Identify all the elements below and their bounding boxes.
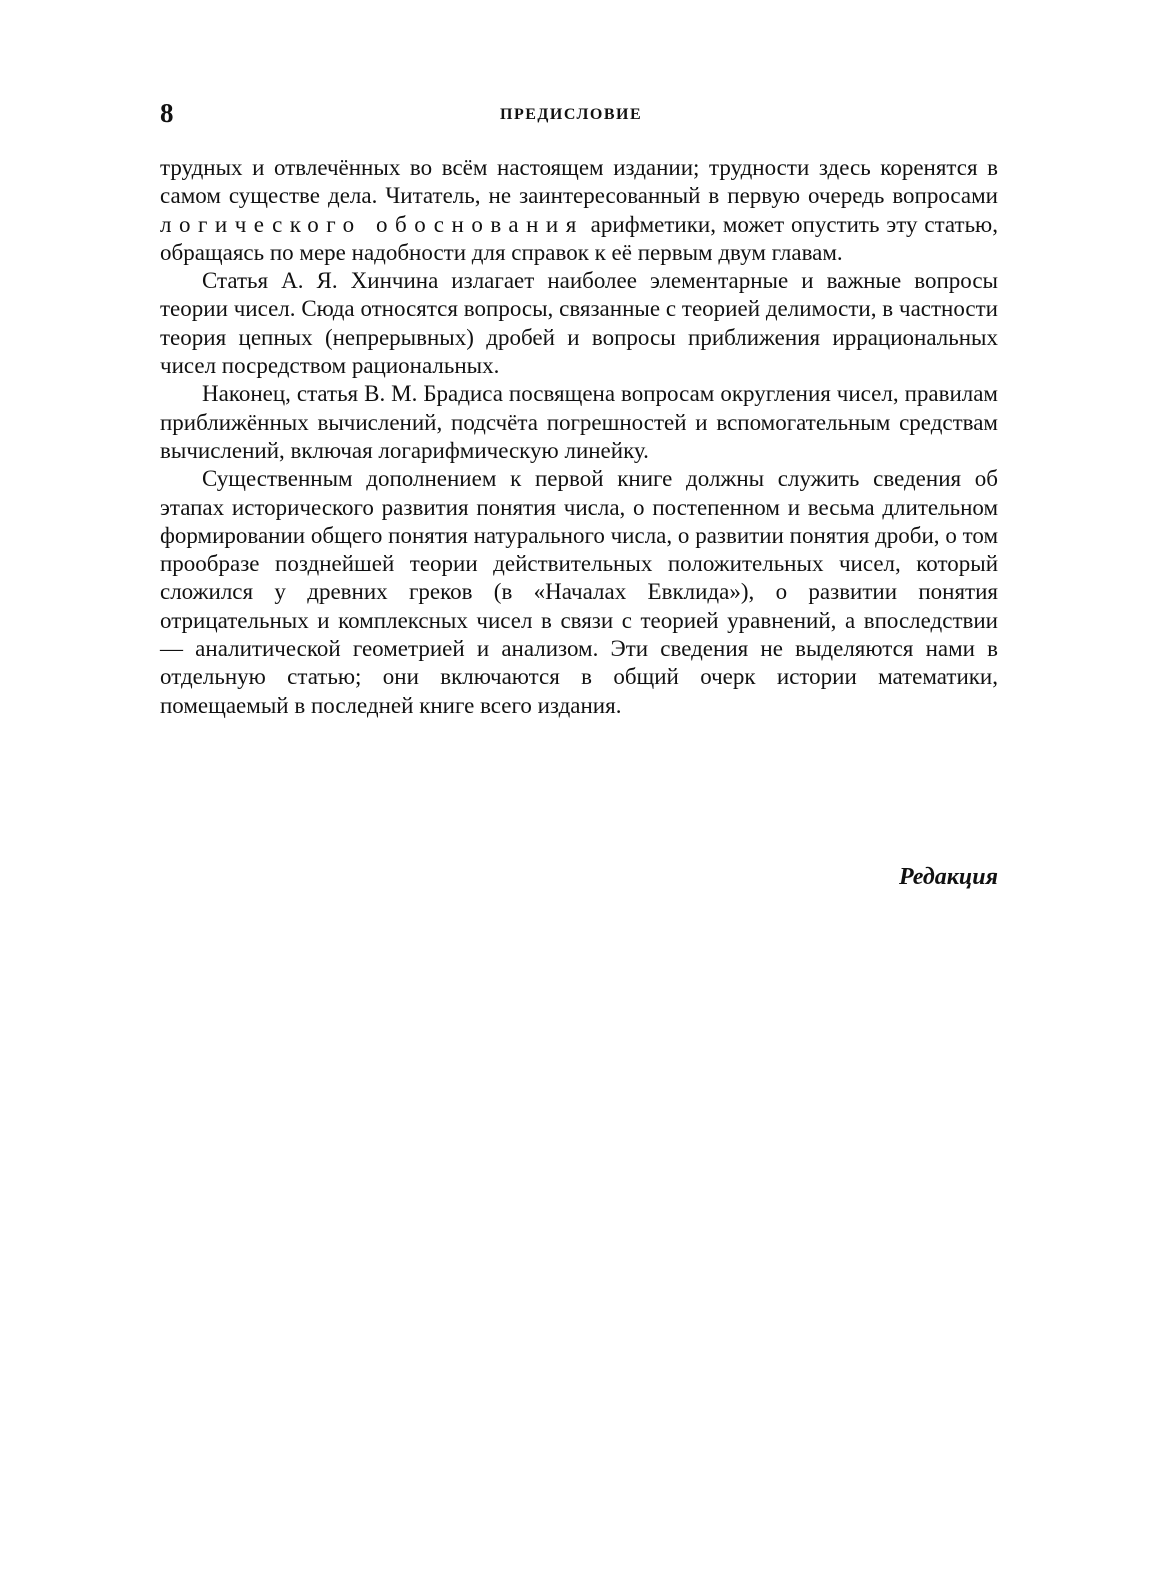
paragraph-1-before: трудных и отвлечённых во всём настоящем издании; трудности здесь коренятся в самом существе дела. Читатель, не заинтересованный в первую очередь вопросами [160,155,998,209]
editorial-signature: Редакция [899,864,998,890]
paragraph-bradis: Наконец, статья В. М. Брадиса посвящена вопросам округления чисел, правилам приближённых вычислений, подсчёта погрешностей и вспомогательным средствам вычислений, включая логарифмическую линейку. [160,381,998,463]
paragraph-khinchin: Статья А. Я. Хинчина излагает наиболее элементарные и важные вопросы теории чисел. Сюда относятся вопросы, связанные с теорией делимости, в частности теория цепных (непрерывных) дробей и вопросы приближения иррациональных чисел посредством рациональных. [160,268,998,379]
body-text [160,154,998,720]
spaced-emphasis: логического обоснования [160,211,584,237]
page-number: 8 [160,98,174,128]
running-title: ПРЕДИСЛОВИЕ [500,106,643,123]
paragraph-continued [160,154,998,267]
paragraph-history: Существенным дополнением к первой книге должны служить сведения об этапах исторического развития понятия числа, о постепенном и весьма длительном формировании общего понятия натурального числа, о развитии понятия дроби, о том прообразе позднейшей теории действительных положительных чисел, который сложился у древних греков (в «Началах Евклида»), о развитии понятия отрицательных и комплексных чисел в связи с теорией уравнений, а впоследствии — аналитической геометрией и анализом. Эти сведения не выделяются нами в отдельную статью; они включаются в общий очерк истории математики, помещаемый в последней книге всего издания. [160,466,998,718]
paragraph-1-after: арифметики, может опустить эту статью, обращаясь по мере надобности для справок к её первым двум главам. [160,211,998,265]
running-head [160,97,998,137]
